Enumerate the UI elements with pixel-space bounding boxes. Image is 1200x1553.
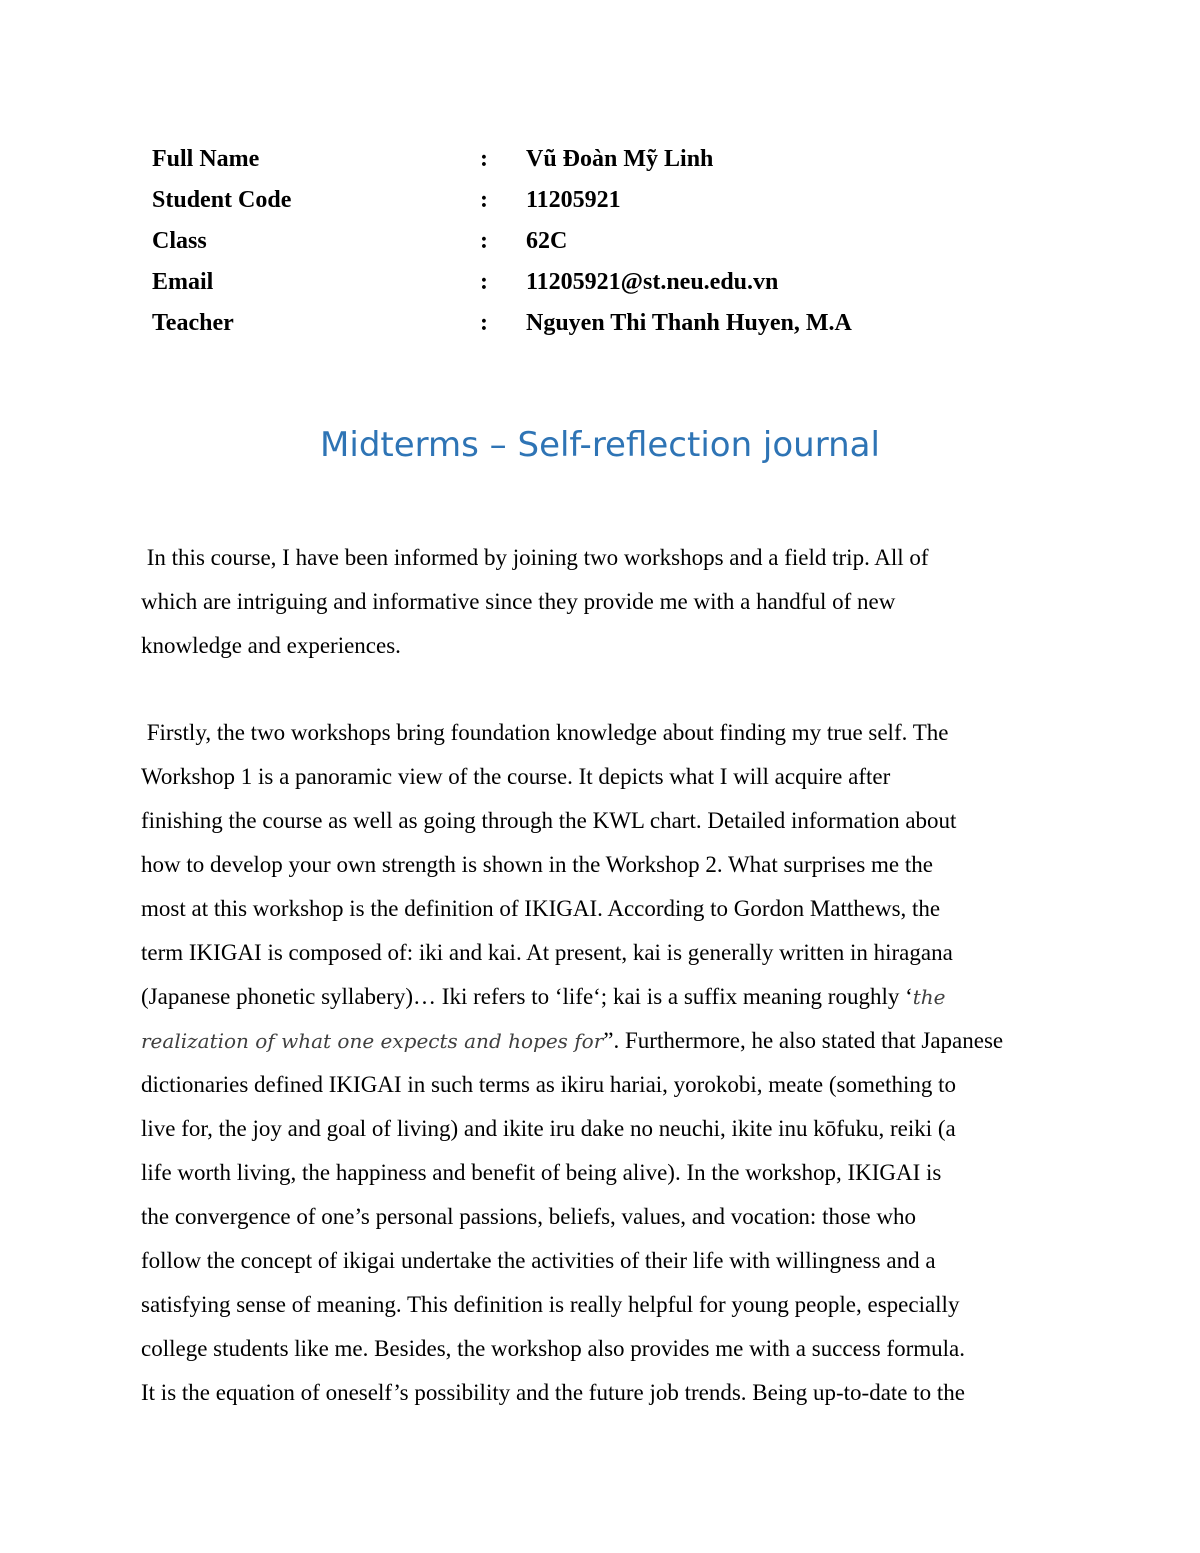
student-info-table: [152, 139, 852, 344]
text-line: follow the concept of ikigai undertake the activities of their life with willingness and a: [141, 1248, 936, 1273]
text-line: In this course, I have been informed by joining two workshops and a field trip. All of: [141, 545, 929, 570]
text-line: dictionaries defined IKIGAI in such terms as ikiru hariai, yorokobi, meate (something to: [141, 1072, 957, 1097]
text-line: the convergence of one’s personal passions, beliefs, values, and vocation: those who: [141, 1204, 916, 1229]
info-row-class: [152, 221, 852, 262]
full-name-label: Full Name: [152, 146, 260, 172]
text-line: It is the equation of oneself’s possibility and the future job trends. Being up-to-date to the: [141, 1380, 965, 1405]
full-name-value: Vũ Đoàn Mỹ Linh: [526, 146, 714, 172]
info-row-teacher: [152, 303, 852, 344]
email-label: Email: [152, 269, 214, 295]
text-line: Workshop 1 is a panoramic view of the course. It depicts what I will acquire after: [141, 764, 891, 789]
paragraph-workshops: [141, 711, 1061, 1415]
text-line: [141, 975, 1061, 1019]
colon-separator: :: [480, 310, 488, 336]
colon-separator: :: [480, 146, 488, 172]
class-label: Class: [152, 228, 207, 254]
text-line: finishing the course as well as going through the KWL chart. Detailed information about: [141, 808, 957, 833]
class-value: 62C: [526, 228, 568, 254]
colon-separator: :: [480, 187, 488, 213]
info-row-student-code: [152, 180, 852, 221]
text-line: how to develop your own strength is shown in the Workshop 2. What surprises me the: [141, 852, 933, 877]
colon-separator: :: [480, 228, 488, 254]
text-line: which are intriguing and informative since they provide me with a handful of new: [141, 589, 896, 614]
text-line: life worth living, the happiness and benefit of being alive). In the workshop, IKIGAI is: [141, 1160, 942, 1185]
journal-body: [141, 536, 1061, 1415]
text-line: satisfying sense of meaning. This definition is really helpful for young people, especially: [141, 1292, 960, 1317]
text-line: Firstly, the two workshops bring foundation knowledge about finding my true self. The: [141, 720, 949, 745]
quote-fragment: realization of what one expects and hopes for: [141, 1029, 604, 1053]
colon-separator: :: [480, 269, 488, 295]
text-line: term IKIGAI is composed of: iki and kai. At present, kai is generally written in hiragana: [141, 940, 953, 965]
text-line: knowledge and experiences.: [141, 633, 401, 658]
email-value: 11205921@st.neu.edu.vn: [526, 269, 779, 295]
info-row-full-name: [152, 139, 852, 180]
text-line: live for, the joy and goal of living) and ikite iru dake no neuchi, ikite inu kōfuku, reiki (a: [141, 1116, 956, 1141]
document-title: Midterms – Self-reflection journal: [320, 425, 880, 465]
teacher-label: Teacher: [152, 310, 234, 336]
student-code-value: 11205921: [526, 187, 621, 213]
teacher-value: Nguyen Thi Thanh Huyen, M.A: [526, 310, 852, 336]
text-line: college students like me. Besides, the workshop also provides me with a success formula.: [141, 1336, 965, 1361]
student-code-label: Student Code: [152, 187, 292, 213]
paragraph-intro: [141, 536, 1061, 668]
text-line: most at this workshop is the definition of IKIGAI. According to Gordon Matthews, the: [141, 896, 941, 921]
text-fragment: (Japanese phonetic syllabery)… Iki refers to ‘life‘; kai is a suffix meaning roughly ‘: [141, 984, 913, 1009]
text-line: [141, 1019, 1061, 1063]
text-fragment: ”. Furthermore, he also stated that Japanese: [603, 1028, 1004, 1053]
info-row-email: [152, 262, 852, 303]
quote-fragment: the: [912, 985, 946, 1009]
